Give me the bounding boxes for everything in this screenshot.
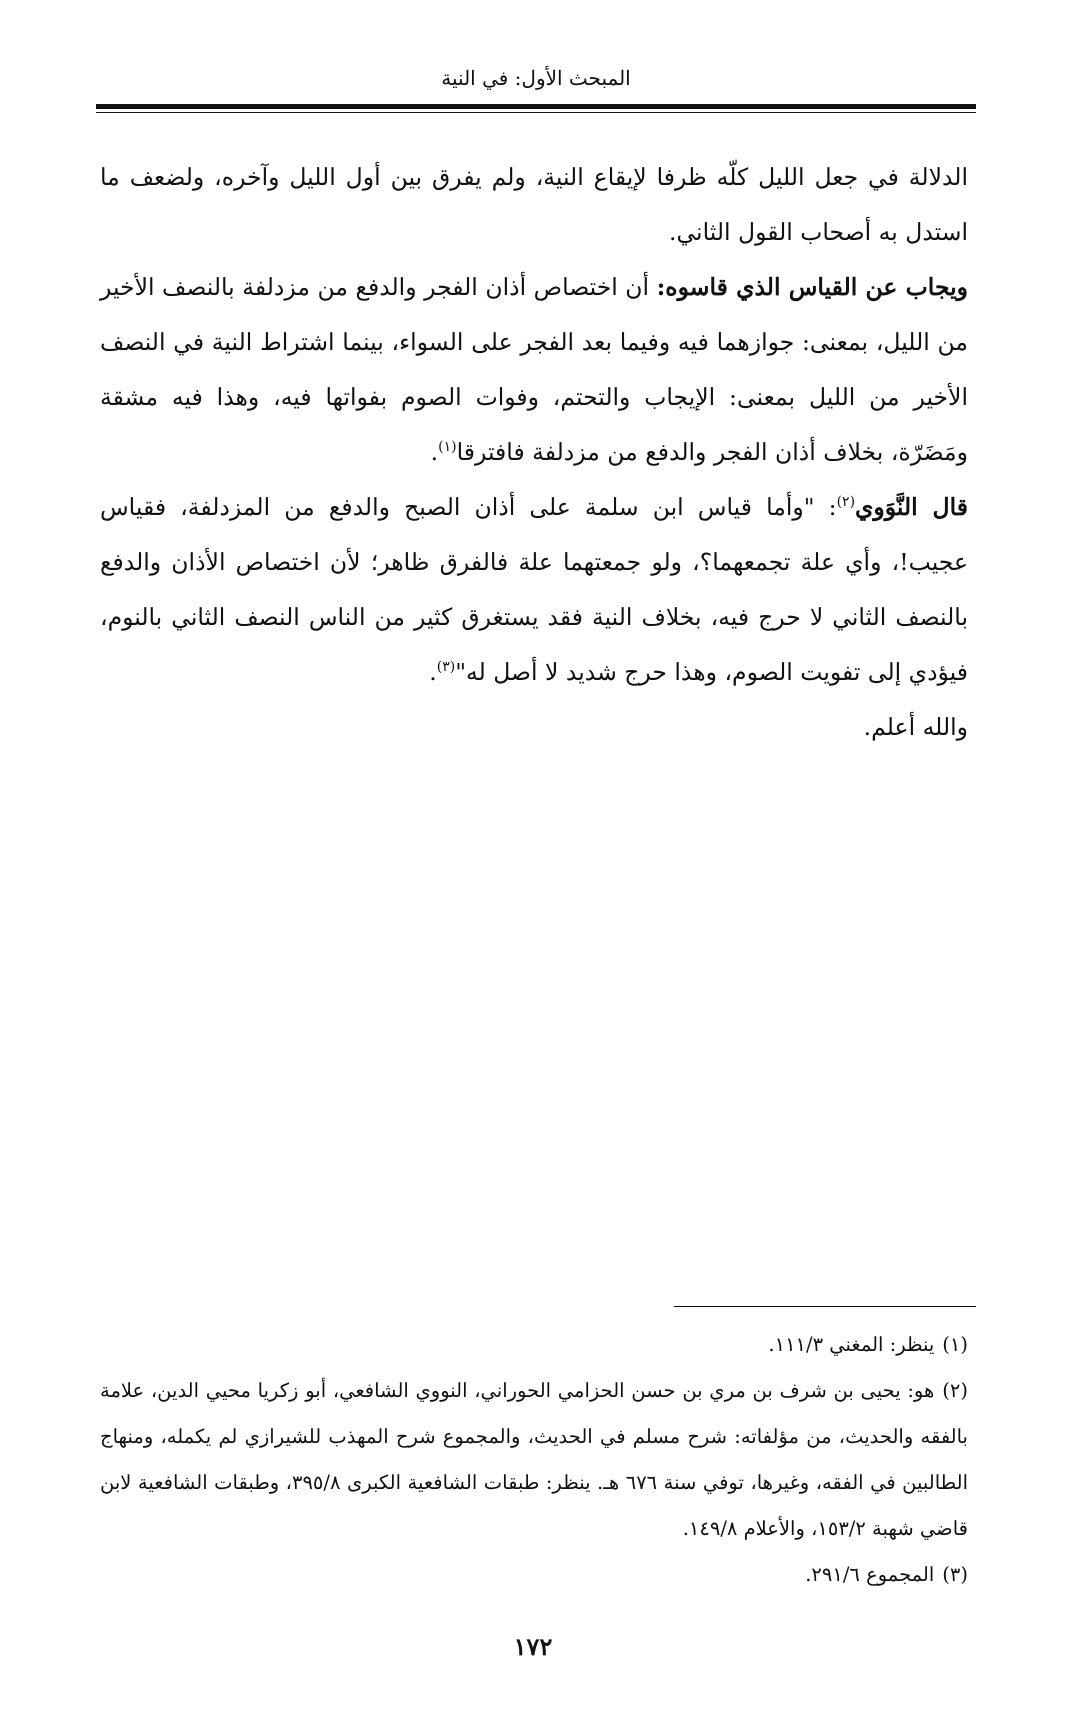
page-number: ١٧٢ (513, 1632, 553, 1661)
paragraph-2-end: . (430, 438, 439, 466)
paragraph-4: والله أعلم. (863, 713, 968, 741)
paragraph-2-text: أن اختصاص أذان الفجر والدفع من مزدلفة بالنصف الأخير من الليل، بمعنى: جوازهما فيه وفيما بعد الفجر على السواء، بينما اشتراط النية في النصف الأخير من الليل بمعنى: الإيجاب والتحتم، وفوات الصوم بفواتها فيه، وهذا فيه مشقة ومَضَرّة، بخلاف أذان الفجر والدفع من مزدلفة فافترقا (100, 273, 968, 466)
paragraph-3-end: . (429, 658, 437, 686)
footnote-number: (١) (942, 1333, 968, 1356)
footnote-ref-2[interactable]: (٢) (836, 494, 856, 511)
running-header: المبحث الأول: في النية (441, 66, 631, 90)
paragraph-2-lead: ويجاب عن القياس الذي قاسوه: (656, 273, 969, 301)
main-text (100, 150, 968, 755)
footnote-text: المجموع ٢٩١/٦. (805, 1563, 935, 1586)
footnote-text: هو: يحيى بن شرف بن مري بن حسن الحزامي الحوراني، النووي الشافعي، أبو زكريا محيي الدين، علامة بالفقه والحديث، من مؤلفاته: شرح مسلم في الحديث، والمجموع شرح المهذب للشيرازي لم يكمله، ومنهاج الطالبين في الفقه، وغيرها، توفي سنة ٦٧٦ هـ. ينظر: طبقات الشافعية الكبرى ٣٩٥/٨، وطبقات الشافعية لابن قاضي شهبة ١٥٣/٢، والأعلام ١٤٩/٨. (100, 1379, 969, 1540)
footnote-text: ينظر: المغني ١١١/٣. (768, 1333, 935, 1356)
footnote-number: (٢) (942, 1379, 968, 1402)
paragraph-2 (100, 260, 968, 480)
footnote-separator (674, 1306, 976, 1307)
footnote-ref-1[interactable]: (١) (438, 439, 457, 456)
paragraph-1: الدلالة في جعل الليل كلّه ظرفا لإيقاع النية، ولم يفرق بين أول الليل وآخره، ولضعف ما استدل به أصحاب القول الثاني. (100, 163, 968, 246)
footnote-number: (٣) (942, 1563, 968, 1586)
paragraph-3-text: : "وأما قياس ابن سلمة على أذان الصبح والدفع من المزدلفة، فقياس عجيب!، وأي علة تجمعهما؟، ولو جمعتهما علة فالفرق ظاهر؛ لأن اختصاص الأذان والدفع بالنصف الثاني لا حرج فيه، بخلاف النية فقد يستغرق كثير من الناس النصف الثاني بالنوم، فيؤدي إلى تفويت الصوم، وهذا حرج شديد لا أصل له" (100, 493, 968, 686)
header-rule-thin (96, 112, 976, 113)
header-rule-thick (96, 104, 976, 109)
footnote-1 (100, 1322, 968, 1368)
footnotes (100, 1322, 968, 1598)
footnote-2 (100, 1368, 968, 1552)
paragraph-3 (100, 480, 968, 700)
footnote-ref-3[interactable]: (٣) (436, 659, 456, 676)
footnote-3 (100, 1552, 968, 1598)
paragraph-3-lead: قال النَّوَوي (855, 493, 968, 521)
